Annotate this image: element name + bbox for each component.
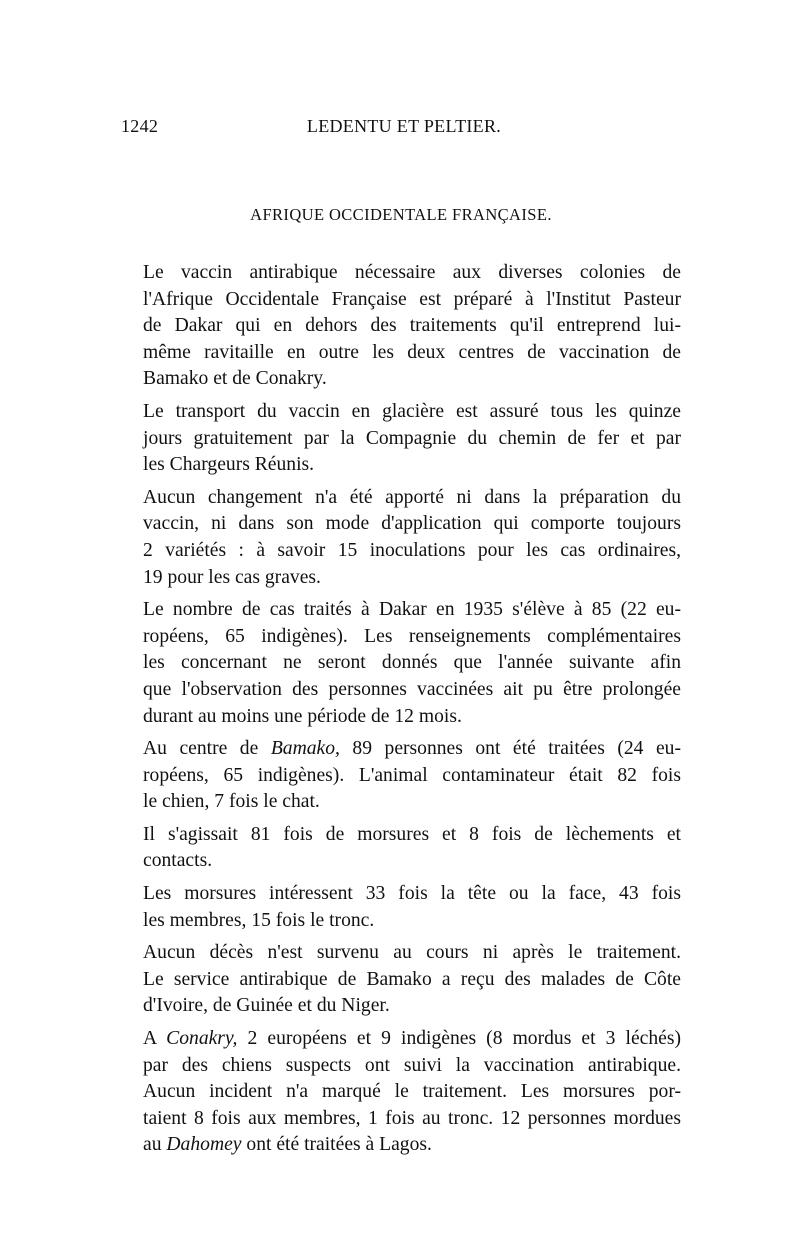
text-line: Le nombre de cas traités à Dakar en 1935 s'élève à 85 (22 eu- [143,599,681,621]
text-run: ont été traitées à Lagos. [241,1134,432,1156]
text-line: ropéens, 65 indigènes). Les renseignements complémentaires [143,625,681,647]
text-line: le chien, 7 fois le chat. [143,791,320,813]
paragraph-6 [121,822,681,875]
text-run: au [143,1134,167,1156]
running-head [121,116,681,146]
page-number: 1242 [121,116,159,136]
text-line: Le service antirabique de Bamako a reçu des malades de Côte [143,968,681,990]
text-line: l'Afrique Occidentale Française est préparé à l'Institut Pasteur [143,288,681,310]
text-line: durant au moins une période de 12 mois. [143,705,462,727]
paragraph-8 [121,940,681,1020]
text-line: les Chargeurs Réunis. [143,454,315,476]
text-line: ropéens, 65 indigènes). L'animal contaminateur était 82 fois [143,764,681,786]
paragraph-7 [121,881,681,934]
text-line: que l'observation des personnes vaccinées ait pu être prolongée [143,678,681,700]
text-line: contacts. [143,850,213,872]
paragraph-1 [121,260,681,393]
text-line: Le vaccin antirabique nécessaire aux diverses colonies de [143,262,681,283]
text-line: Bamako et de Conakry. [143,368,327,390]
body-text [121,260,681,1165]
paragraph-4 [121,597,681,730]
text-line: par des chiens suspects ont suivi la vaccination antirabique. [143,1054,681,1076]
text-line: d'Ivoire, de Guinée et du Niger. [143,995,390,1017]
text-run: A [143,1028,167,1050]
place-name-conakry: Conakry, [166,1028,238,1050]
running-title: LEDENTU ET PELTIER. [306,116,502,136]
text-line: Aucun incident n'a marqué le traitement. Les morsures por- [143,1081,681,1103]
text-line: 19 pour les cas graves. [143,566,321,588]
text-line: Aucun décès n'est survenu au cours ni après le traitement. [143,942,681,964]
paragraph-3 [121,485,681,591]
place-name-dahomey: Dahomey [166,1134,242,1156]
text-line [121,1132,681,1159]
text-line: Le transport du vaccin en glacière est assuré tous les quinze [143,400,681,422]
text-line: même ravitaille en outre les deux centres de vaccination de [143,341,681,363]
text-line: les concernant ne seront donnés que l'année suivante afin [143,652,681,674]
paragraph-5 [121,736,681,816]
text-line: taient 8 fois aux membres, 1 fois au tronc. 12 personnes mordues [143,1107,681,1129]
text-run: 89 personnes ont été traitées (24 eu- [339,738,681,760]
text-line: les membres, 15 fois le tronc. [143,909,375,931]
text-line: jours gratuitement par la Compagnie du chemin de fer et par [143,427,681,449]
paragraph-9 [121,1026,681,1159]
text-line: vaccin, ni dans son mode d'application qui comporte toujours [143,513,681,535]
text-line [121,736,681,763]
text-line [121,1026,681,1053]
text-line: 2 variétés : à savoir 15 inoculations pour les cas ordinaires, [143,539,681,561]
paragraph-2 [121,399,681,479]
section-title: AFRIQUE OCCIDENTALE FRANÇAISE. [250,205,552,224]
text-line: Aucun changement n'a été apporté ni dans la préparation du [143,486,681,508]
place-name-bamako: Bamako, [270,738,340,760]
text-run: Au centre de [143,738,271,760]
text-line: Il s'agissait 81 fois de morsures et 8 fois de lèchements et [143,823,681,845]
text-run: 2 européens et 9 indigènes (8 mordus et 3 léchés) [237,1028,682,1050]
text-line: de Dakar qui en dehors des traitements qu'il entreprend lui- [143,315,681,337]
text-line: Les morsures intéressent 33 fois la tête ou la face, 43 fois [143,883,681,905]
